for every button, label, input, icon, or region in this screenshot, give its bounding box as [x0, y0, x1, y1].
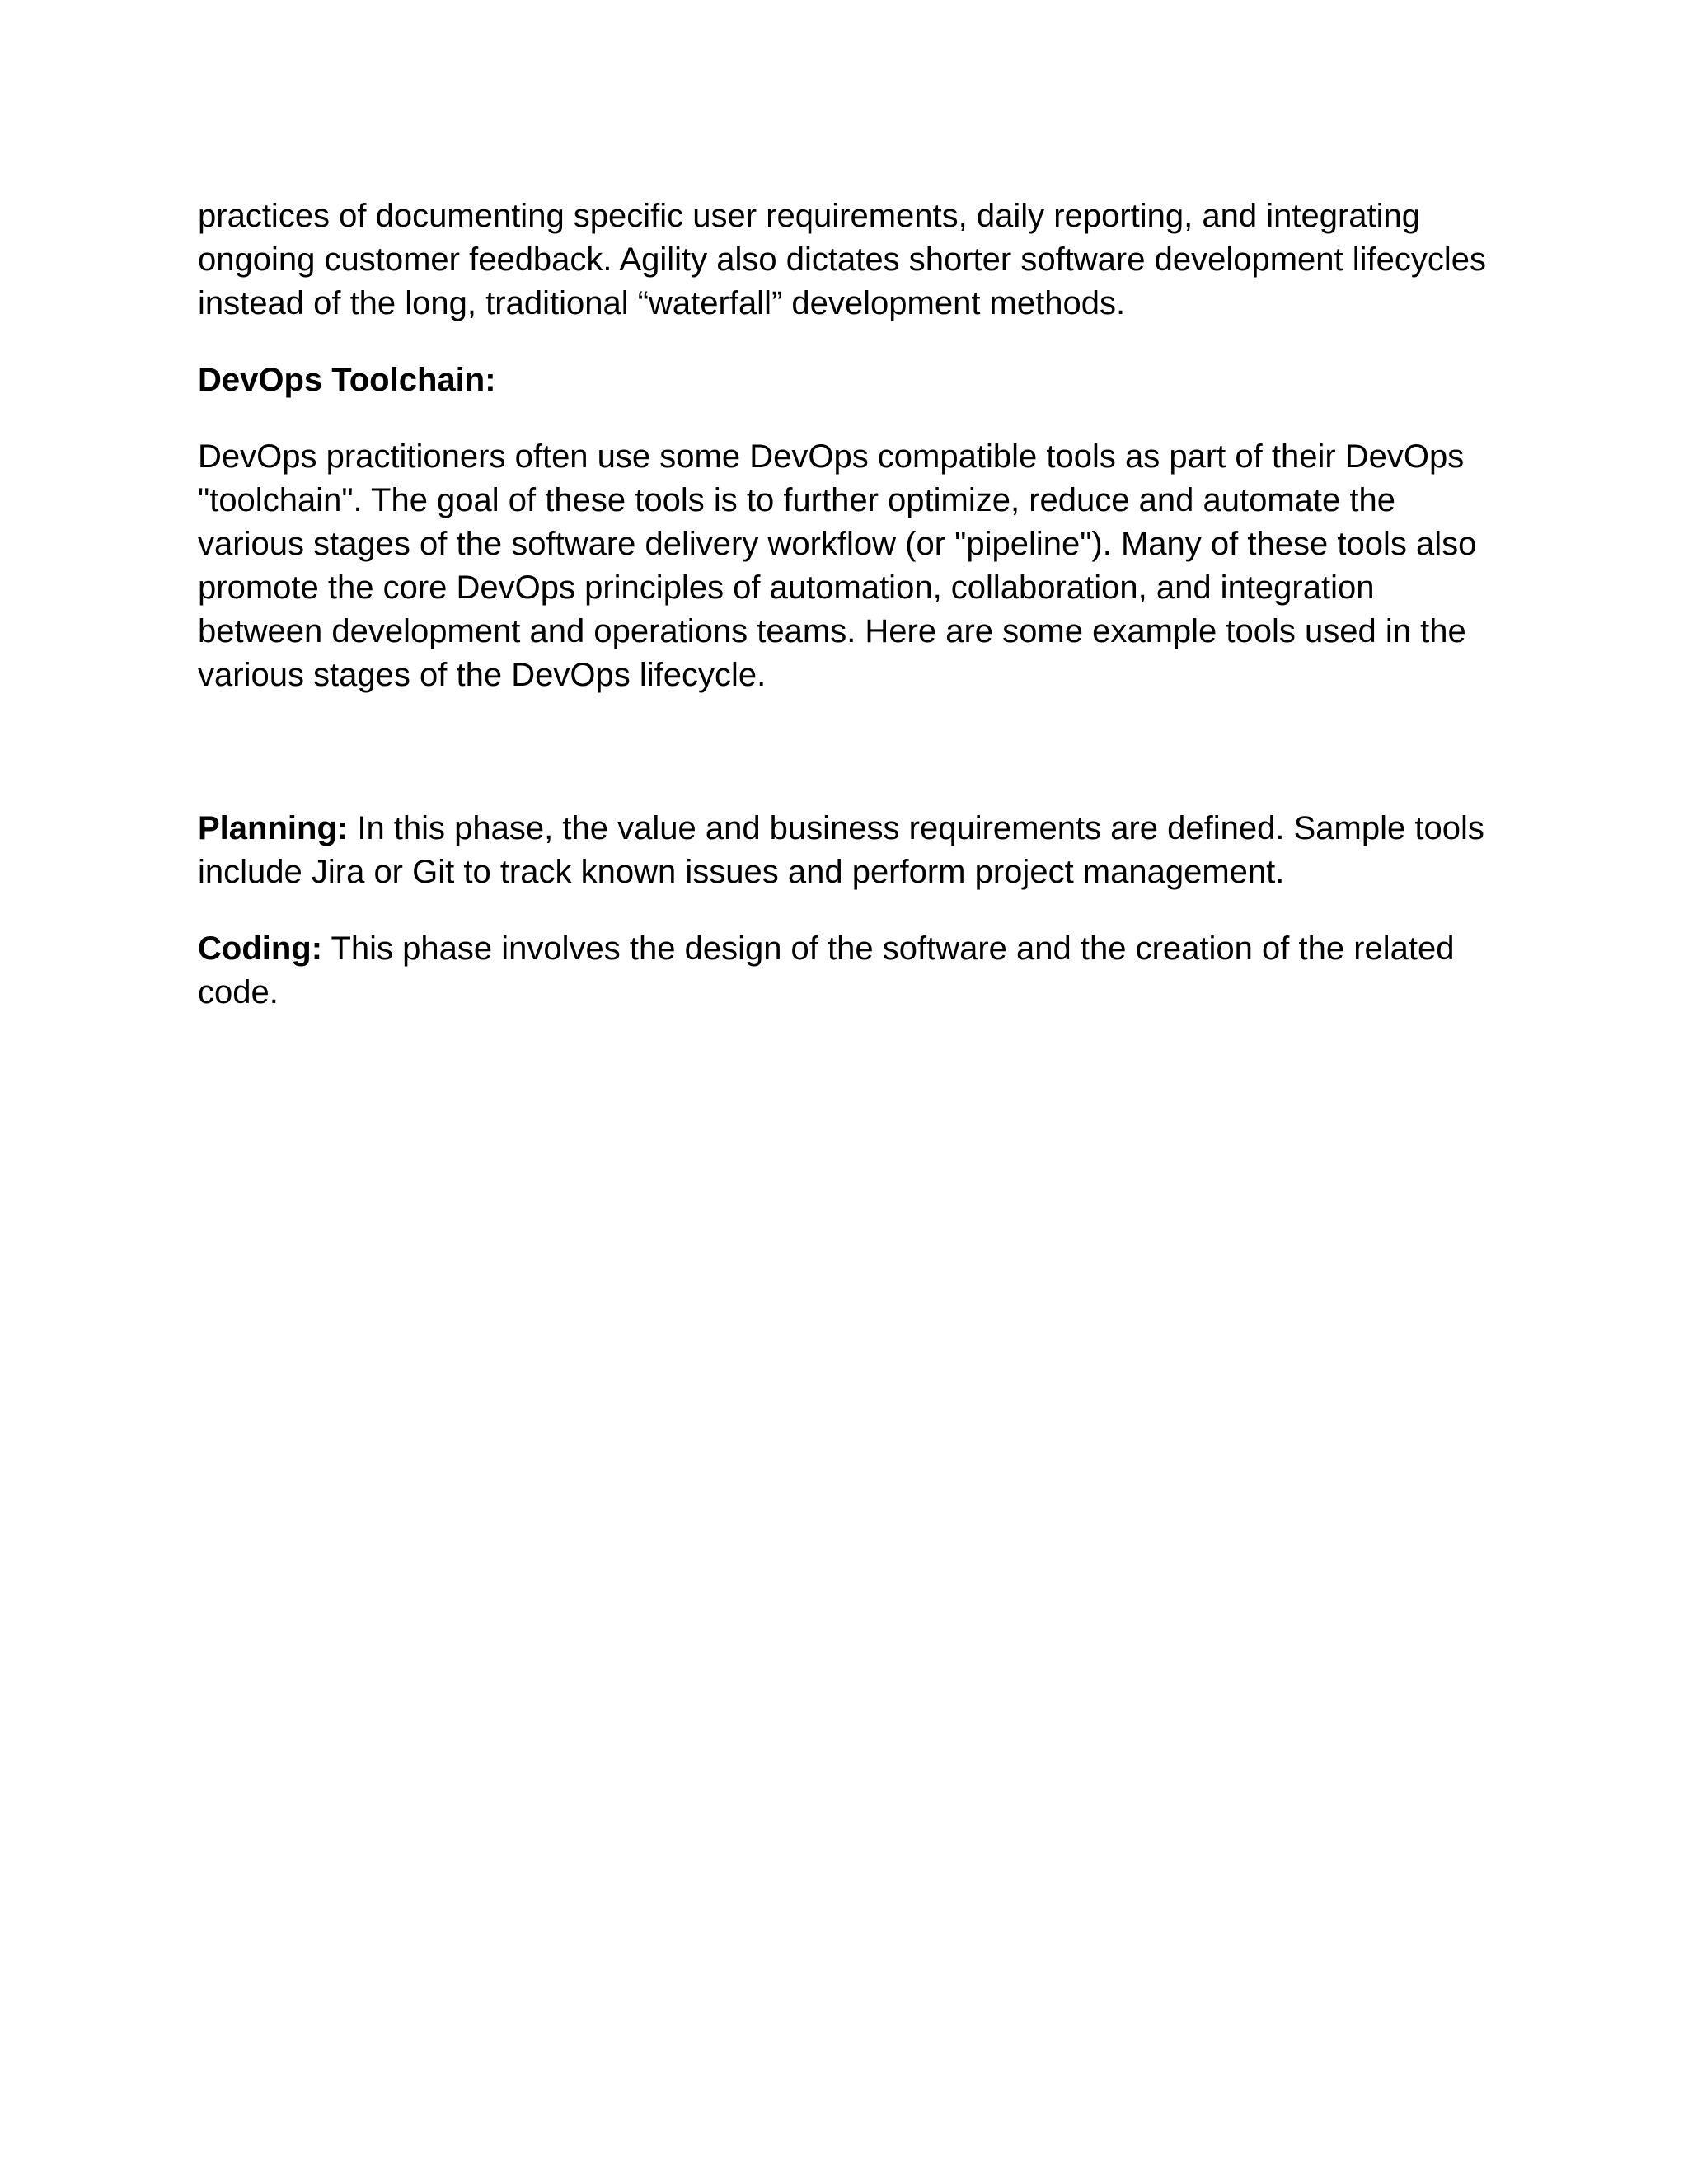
phase-coding-label: Coding:	[198, 930, 323, 967]
document-body	[198, 194, 1490, 1047]
phase-planning-label: Planning:	[198, 810, 349, 846]
intro-paragraph: practices of documenting specific user requirements, daily reporting, and integrating ongoing customer feedback. Agility also dictates shorter software development lifecycles instead of the long, traditional “waterfall” development methods.	[198, 198, 1487, 321]
toolchain-paragraph: DevOps practitioners often use some DevOps compatible tools as part of their DevOps "toolchain". The goal of these tools is to further optimize, reduce and automate the various stages of the software delivery workflow (or "pipeline"). Many of these tools also promote the core DevOps principles of automation, collaboration, and integration between development and operations teams. Here are some example tools used in the various stages of the DevOps lifecycle.	[198, 438, 1477, 693]
phase-coding-paragraph	[198, 927, 1490, 1015]
phase-planning-text: In this phase, the value and business requirements are defined. Sample tools include Jira or Git to track known issues and perform project management.	[198, 810, 1484, 890]
phase-coding-text: This phase involves the design of the software and the creation of the related code.	[198, 930, 1455, 1010]
phase-planning-paragraph	[198, 807, 1490, 894]
toolchain-heading: DevOps Toolchain:	[198, 362, 496, 398]
blank-line	[198, 730, 1490, 807]
